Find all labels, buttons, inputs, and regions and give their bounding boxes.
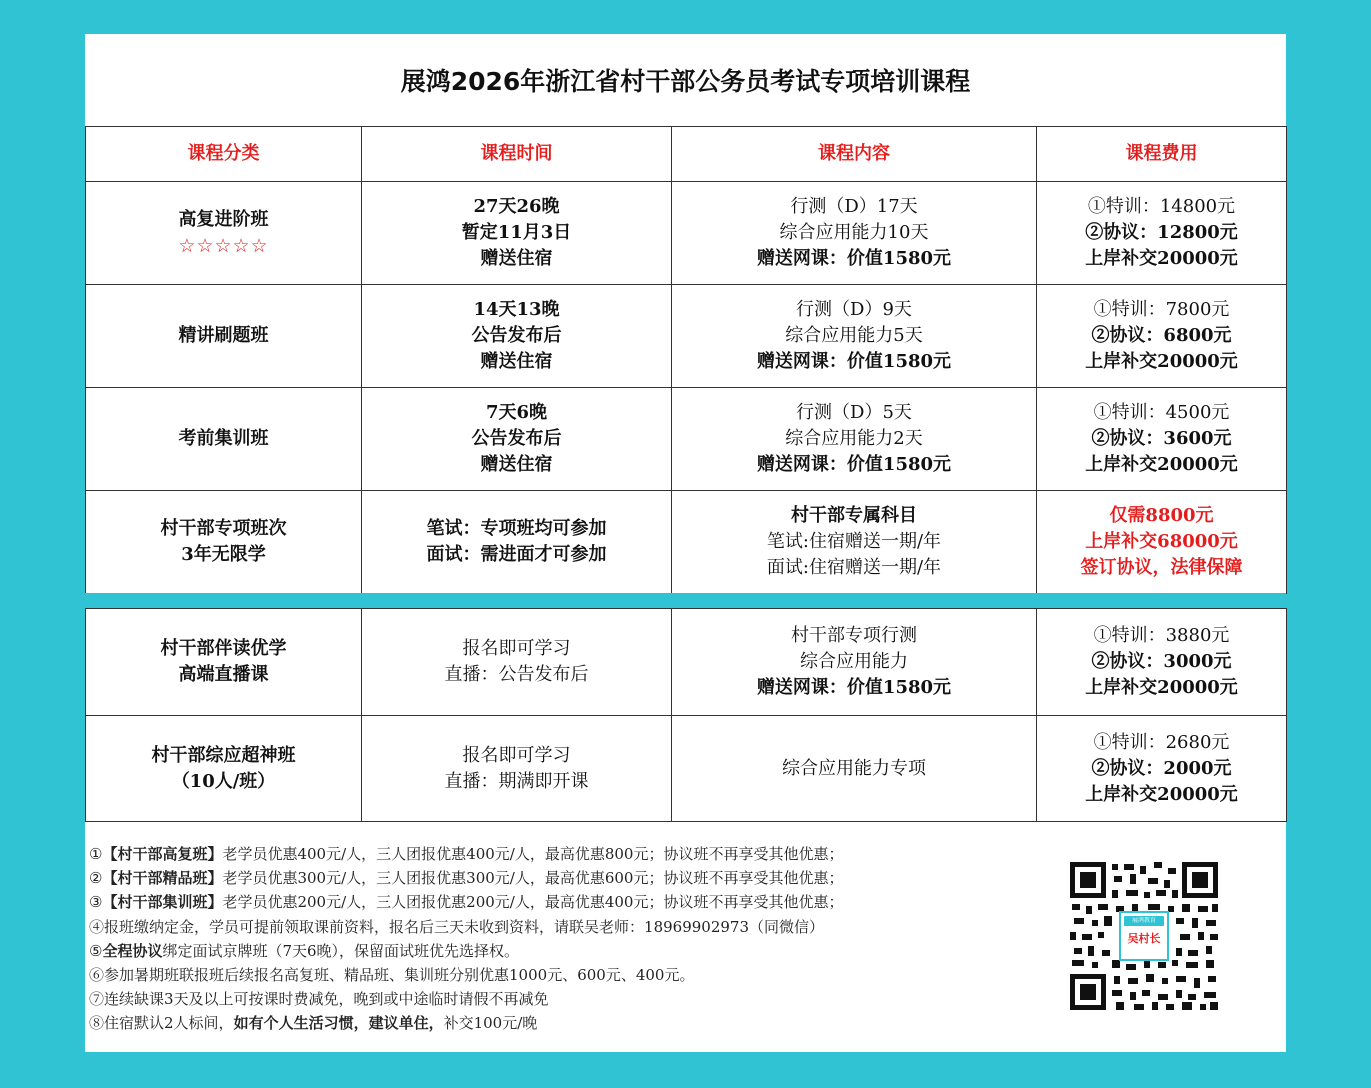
content-line: 赠送网课：价值1580元 xyxy=(756,351,952,372)
content-line: 行测（D）9天 xyxy=(796,299,912,320)
row-content xyxy=(672,388,1037,491)
header-category: 课程分类 xyxy=(86,127,362,182)
category-name: 村干部综应超神班 xyxy=(151,744,296,766)
page-title: 展鸿2026年浙江省村干部公务员考试专项培训课程 xyxy=(400,67,971,96)
row-category xyxy=(86,716,362,822)
fee-line: 签订协议，法律保障 xyxy=(1080,557,1243,578)
row-content xyxy=(672,609,1037,716)
time-line: 报名即可学习 xyxy=(462,744,571,766)
row-fee xyxy=(1037,491,1287,594)
category-name: 考前集训班 xyxy=(178,428,269,449)
fee-line: ②协议：2000元 xyxy=(1091,757,1232,779)
time-line: 暂定11月3日 xyxy=(461,222,572,243)
fee-line: 上岸补交20000元 xyxy=(1085,454,1238,475)
content-line: 面试:住宿赠送一期/年 xyxy=(766,557,942,578)
row-category xyxy=(86,182,362,285)
content-line: 综合应用能力 xyxy=(800,651,908,672)
note-item: ⑦连续缺课3天及以上可按课时费减免，晚到或中途临时请假不再减免 xyxy=(89,990,549,1009)
row-category xyxy=(86,491,362,594)
row-time xyxy=(362,716,672,822)
header-fee: 课程费用 xyxy=(1037,127,1287,182)
row-content xyxy=(672,182,1037,285)
section-divider xyxy=(85,593,1286,608)
row-content xyxy=(672,491,1037,594)
course-sheet xyxy=(85,34,1286,1052)
note-item: ⑥参加暑期班联报班后续报名高复班、精品班、集训班分别优惠1000元、600元、400元。 xyxy=(89,966,695,985)
row-time xyxy=(362,285,672,388)
row-fee xyxy=(1037,388,1287,491)
category-name: （10人/班） xyxy=(171,770,276,792)
content-line: 行测（D）17天 xyxy=(790,196,918,217)
content-line: 综合应用能力专项 xyxy=(782,757,926,779)
notes-list xyxy=(89,842,1049,1036)
fee-line: 上岸补交20000元 xyxy=(1085,351,1238,372)
content-line: 综合应用能力10天 xyxy=(779,222,929,243)
content-line: 村干部专属科目 xyxy=(791,505,917,526)
fee-line: ①特训：4500元 xyxy=(1093,402,1230,423)
time-line: 笔试：专项班均可参加 xyxy=(426,518,607,539)
fee-line: ①特训：14800元 xyxy=(1087,196,1236,217)
fee-line: 仅需8800元 xyxy=(1109,505,1214,526)
row-category xyxy=(86,285,362,388)
table-row xyxy=(86,491,1287,594)
fee-line: ②协议：12800元 xyxy=(1085,222,1238,243)
table-row xyxy=(86,609,1287,716)
qr-code xyxy=(1068,860,1220,1012)
content-line: 笔试:住宿赠送一期/年 xyxy=(766,531,942,552)
row-content xyxy=(672,716,1037,822)
table-row xyxy=(86,388,1287,491)
category-name: 村干部伴读优学 xyxy=(160,638,287,659)
time-line: 公告发布后 xyxy=(471,428,562,449)
time-line: 直播：公告发布后 xyxy=(444,664,589,685)
table-row xyxy=(86,285,1287,388)
time-line: 赠送住宿 xyxy=(480,454,553,475)
table-row xyxy=(86,716,1287,822)
fee-line: 上岸补交20000元 xyxy=(1085,677,1238,698)
note-item: ⑤全程协议绑定面试京牌班（7天6晚），保留面试班优先选择权。 xyxy=(89,941,520,960)
category-name: 高端直播课 xyxy=(178,664,269,685)
fee-line: 上岸补交20000元 xyxy=(1085,783,1238,805)
row-time xyxy=(362,491,672,594)
fee-line: ②协议：3000元 xyxy=(1091,651,1232,672)
time-line: 直播：期满即开课 xyxy=(444,770,589,792)
time-line: 14天13晚 xyxy=(473,299,560,320)
content-line: 综合应用能力5天 xyxy=(785,325,923,346)
time-line: 报名即可学习 xyxy=(462,638,571,659)
content-line: 赠送网课：价值1580元 xyxy=(756,248,952,269)
fee-line: ①特训：7800元 xyxy=(1093,299,1230,320)
header-content: 课程内容 xyxy=(672,127,1037,182)
row-fee xyxy=(1037,716,1287,822)
row-category xyxy=(86,609,362,716)
category-name: 精讲刷题班 xyxy=(178,325,269,346)
rating-stars: ☆☆☆☆☆ xyxy=(178,235,269,257)
content-line: 赠送网课：价值1580元 xyxy=(756,454,952,475)
content-line: 赠送网课：价值1580元 xyxy=(756,677,952,698)
time-line: 面试：需进面才可参加 xyxy=(426,544,607,565)
content-line: 行测（D）5天 xyxy=(796,402,912,423)
time-line: 赠送住宿 xyxy=(480,351,553,372)
fee-line: ①特训：3880元 xyxy=(1093,625,1230,646)
table-header-row xyxy=(86,127,1287,182)
time-line: 27天26晚 xyxy=(473,196,560,217)
qr-brand: 展鸿教育 xyxy=(1131,917,1156,924)
time-line: 公告发布后 xyxy=(471,325,562,346)
course-table-online xyxy=(85,608,1287,822)
row-fee xyxy=(1037,609,1287,716)
category-name: 村干部专项班次 xyxy=(160,518,287,539)
row-fee xyxy=(1037,182,1287,285)
category-name: 高复进阶班 xyxy=(178,209,269,230)
fee-line: 上岸补交68000元 xyxy=(1085,531,1238,552)
content-line: 村干部专项行测 xyxy=(791,625,917,646)
content-line: 综合应用能力2天 xyxy=(785,428,923,449)
time-line: 7天6晚 xyxy=(485,402,548,423)
time-line: 赠送住宿 xyxy=(480,248,553,269)
note-item: ⑧住宿默认2人标间，如有个人生活习惯，建议单住，补交100元/晚 xyxy=(89,1014,538,1033)
fee-line: ①特训：2680元 xyxy=(1093,731,1230,753)
note-item: ①【村干部高复班】老学员优惠400元/人，三人团报优惠400元/人，最高优惠800元；协议班不再享受其他优惠； xyxy=(89,845,844,863)
category-name: 3年无限学 xyxy=(181,544,266,565)
fee-line: ②协议：6800元 xyxy=(1091,325,1232,346)
row-category xyxy=(86,388,362,491)
header-time: 课程时间 xyxy=(362,127,672,182)
note-item: ④报班缴纳定金，学员可提前领取课前资料，报名后三天未收到资料，请联吴老师：18969902973（同微信） xyxy=(89,917,824,936)
table-row xyxy=(86,182,1287,285)
fee-line: ②协议：3600元 xyxy=(1091,428,1232,449)
row-fee xyxy=(1037,285,1287,388)
qr-label: 吴村长 xyxy=(1127,932,1161,945)
fee-line: 上岸补交20000元 xyxy=(1085,248,1238,269)
row-time xyxy=(362,609,672,716)
note-item: ②【村干部精品班】老学员优惠300元/人，三人团报优惠300元/人，最高优惠600元；协议班不再享受其他优惠； xyxy=(89,869,844,888)
row-time xyxy=(362,388,672,491)
row-content xyxy=(672,285,1037,388)
row-time xyxy=(362,182,672,285)
note-item: ③【村干部集训班】老学员优惠200元/人，三人团报优惠200元/人，最高优惠400元；协议班不再享受其他优惠； xyxy=(89,893,844,912)
course-table-main xyxy=(85,126,1287,594)
